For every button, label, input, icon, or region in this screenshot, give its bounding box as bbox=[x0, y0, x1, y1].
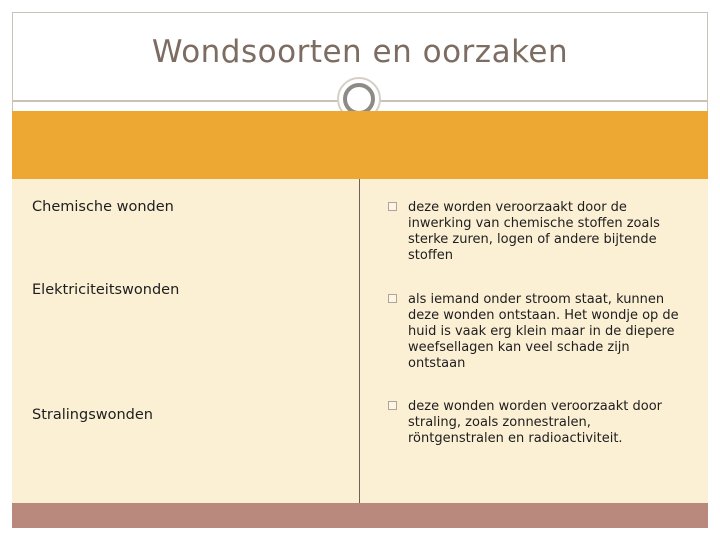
bullet-square-icon bbox=[388, 294, 397, 303]
slide-title: Wondsoorten en oorzaken bbox=[151, 34, 569, 70]
term-elektriciteitswonden: Elektriciteitswonden bbox=[32, 282, 180, 298]
bullet-text: deze wonden worden veroorzaakt door straling, zoals zonnestralen, röntgenstralen en radioactiviteit. bbox=[408, 399, 662, 446]
bullet-text: deze worden veroorzaakt door de inwerking van chemische stoffen zoals sterke zuren, logen of andere bijtende stoffen bbox=[408, 200, 660, 263]
bullet-item bbox=[388, 200, 688, 264]
column-divider bbox=[359, 179, 360, 503]
bullet-item bbox=[388, 292, 688, 372]
term-chemische-wonden: Chemische wonden bbox=[32, 199, 174, 215]
footer-band bbox=[12, 503, 708, 528]
bullet-square-icon bbox=[388, 202, 397, 211]
term-stralingswonden: Stralingswonden bbox=[32, 407, 153, 423]
bullet-item bbox=[388, 399, 688, 447]
bullet-square-icon bbox=[388, 401, 397, 410]
accent-band bbox=[12, 111, 708, 179]
bullet-text: als iemand onder stroom staat, kunnen deze wonden ontstaan. Het wondje op de huid is vaak erg klein maar in de diepere weefsellagen kan veel schade zijn ontstaan bbox=[408, 292, 679, 371]
